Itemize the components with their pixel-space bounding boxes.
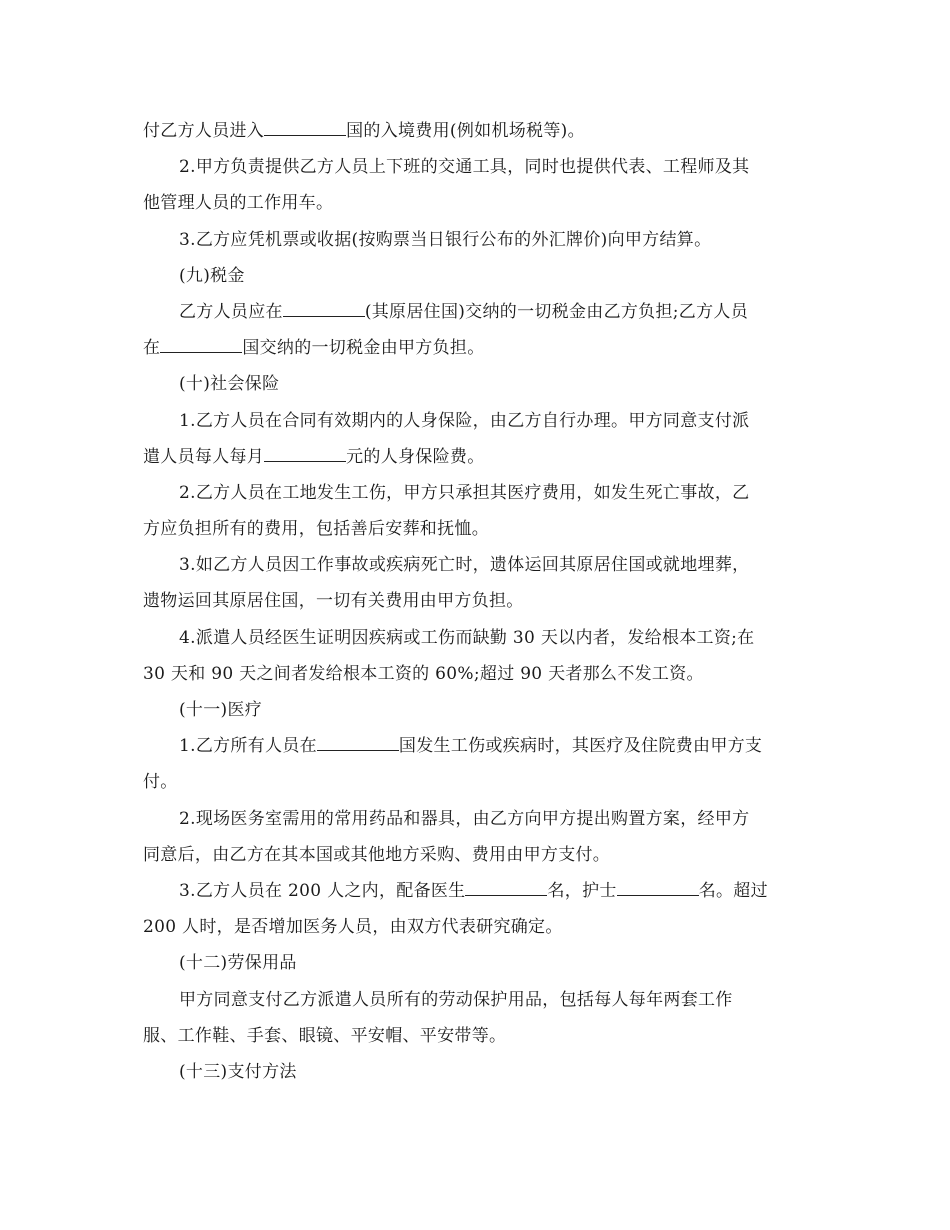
text-segment: 他管理人员的工作用车。 — [143, 193, 334, 214]
text-line — [143, 801, 813, 837]
text-line — [143, 222, 813, 258]
fill-in-blank — [465, 879, 547, 896]
text-line — [143, 366, 813, 402]
text-segment: (九)税金 — [179, 265, 245, 286]
text-line — [143, 403, 813, 439]
text-line — [143, 982, 813, 1018]
text-segment: 名，护士 — [547, 880, 617, 901]
text-segment: 国的入境费用(例如机场税等)。 — [346, 121, 585, 141]
text-line — [143, 620, 813, 656]
text-line — [143, 185, 813, 221]
text-line — [143, 475, 813, 511]
text-segment: 付乙方人员进入 — [143, 121, 265, 141]
text-line — [143, 764, 813, 800]
text-segment: 遣人员每人每月 — [143, 446, 265, 467]
text-line — [143, 873, 813, 909]
text-segment: 国交纳的一切税金由甲方负担。 — [242, 338, 485, 359]
text-line — [143, 511, 813, 547]
text-line — [143, 945, 813, 981]
fill-in-blank — [317, 734, 399, 751]
text-segment: 元的人身保险费。 — [346, 446, 485, 467]
text-line — [143, 258, 813, 294]
text-line — [143, 656, 813, 692]
text-segment: (十)社会保险 — [179, 374, 280, 395]
text-segment: 3.乙方应凭机票或收据(按购票当日银行公布的外汇牌价)向甲方结算。 — [179, 229, 712, 250]
text-line — [143, 113, 813, 149]
text-segment: 3.如乙方人员因工作事故或疾病死亡时，遗体运回其原居住国或就地埋葬， — [179, 555, 750, 576]
fill-in-blank — [264, 445, 346, 462]
text-segment: 200 人时，是否增加医务人员，由双方代表研究确定。 — [143, 917, 563, 938]
text-segment: 遗物运回其原居住国，一切有关费用由甲方负担。 — [143, 591, 524, 612]
fill-in-blank — [283, 300, 365, 317]
text-segment: 1.乙方所有人员在 — [179, 736, 317, 757]
text-segment: 甲方同意支付乙方派遣人员所有的劳动保护用品，包括每人每年两套工作 — [179, 989, 733, 1010]
text-line — [143, 1054, 813, 1090]
text-line — [143, 837, 813, 873]
text-line — [143, 439, 813, 475]
text-segment: 3.乙方人员在 200 人之内，配备医生 — [179, 880, 466, 901]
text-line — [143, 692, 813, 728]
text-segment: 4.派遣人员经医生证明因疾病或工伤而缺勤 30 天以内者，发给根本工资;在 — [179, 627, 755, 648]
text-segment: 1.乙方人员在合同有效期内的人身保险，由乙方自行办理。甲方同意支付派 — [179, 410, 750, 431]
text-segment: (十一)医疗 — [179, 700, 263, 720]
fill-in-blank — [617, 879, 699, 896]
text-line — [143, 547, 813, 583]
text-segment: (十三)支付方法 — [179, 1061, 297, 1082]
text-line — [143, 909, 813, 945]
text-segment: 付。 — [143, 772, 178, 793]
fill-in-blank — [264, 119, 346, 136]
text-segment: (其原居住国)交纳的一切税金由乙方负担;乙方人员 — [364, 301, 749, 322]
text-segment: 名。超过 — [698, 880, 768, 901]
text-segment: 乙方人员应在 — [179, 301, 283, 322]
text-segment: 方应负担所有的费用，包括善后安葬和抚恤。 — [143, 519, 489, 540]
text-segment: 同意后，由乙方在其本国或其他地方采购、费用由甲方支付。 — [143, 844, 611, 865]
text-line — [143, 294, 813, 330]
text-segment: 2.乙方人员在工地发生工伤，甲方只承担其医疗费用，如发生死亡事故，乙 — [179, 482, 750, 503]
text-segment: (十二)劳保用品 — [179, 953, 297, 974]
text-line — [143, 330, 813, 366]
text-line — [143, 728, 813, 764]
text-segment: 2.甲方负责提供乙方人员上下班的交通工具，同时也提供代表、工程师及其 — [179, 157, 750, 178]
text-line — [143, 1018, 813, 1054]
text-segment: 服、工作鞋、手套、眼镜、平安帽、平安带等。 — [143, 1025, 507, 1046]
text-segment: 2.现场医务室需用的常用药品和器具，由乙方向甲方提出购置方案，经甲方 — [179, 808, 750, 829]
text-line — [143, 149, 813, 185]
text-segment: 国发生工伤或疾病时，其医疗及住院费由甲方支 — [398, 736, 763, 757]
document-body — [143, 113, 813, 1090]
text-line — [143, 583, 813, 619]
text-segment: 在 — [143, 338, 161, 359]
text-segment: 30 天和 90 天之间者发给根本工资的 60%;超过 90 天者那么不发工资。 — [143, 663, 704, 684]
fill-in-blank — [160, 336, 242, 353]
